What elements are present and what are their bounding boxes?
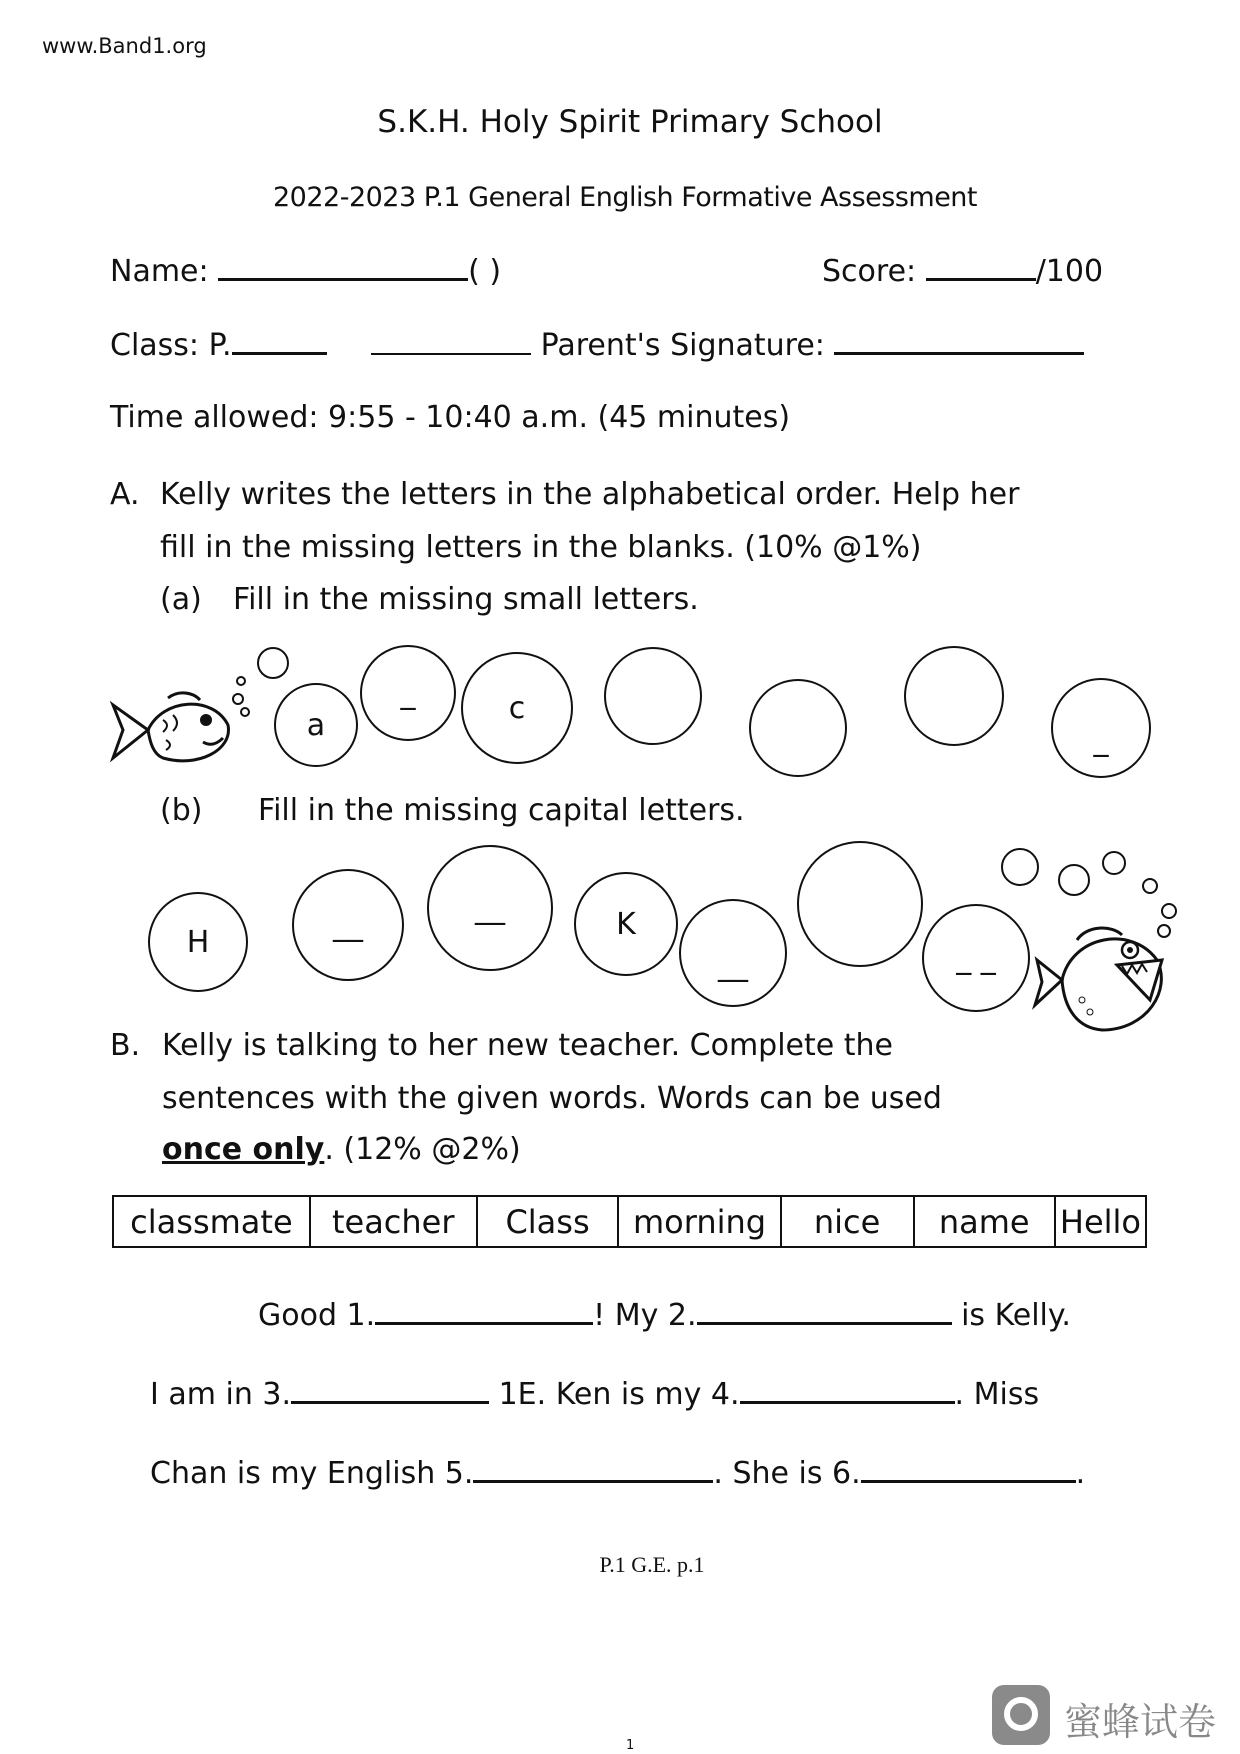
answer-blank-3[interactable] — [291, 1375, 489, 1404]
letter-bubble: K — [574, 872, 678, 976]
time-allowed: Time allowed: 9:55 - 10:40 a.m. (45 minutes) — [110, 400, 791, 435]
word-bank-item: morning — [618, 1196, 780, 1247]
name-row — [110, 252, 501, 289]
section-b-instruction-2: sentences with the given words. Words can be used — [162, 1081, 942, 1116]
answer-blank-1[interactable] — [375, 1296, 593, 1325]
score-blank[interactable] — [926, 252, 1036, 281]
assessment-title: 2022-2023 P.1 General English Formative Assessment — [272, 182, 977, 213]
letter-bubble: a — [274, 683, 358, 767]
word-bank-item: name — [914, 1196, 1055, 1247]
word-bank-item: nice — [781, 1196, 914, 1247]
score-label: Score: — [822, 254, 917, 289]
bubble-icon — [1157, 924, 1171, 938]
bubble-icon — [1001, 848, 1039, 886]
bubble-icon — [236, 676, 246, 686]
bubble-icon — [1058, 864, 1090, 896]
score-row — [822, 252, 1103, 289]
watermark-text: 蜜蜂试卷 — [1064, 1700, 1217, 1744]
sentence-text: . Miss — [954, 1377, 1040, 1412]
class-blank[interactable] — [232, 326, 327, 355]
word-bank-item: Class — [477, 1196, 619, 1247]
sentence-text: Chan is my English 5. — [150, 1456, 474, 1491]
letter-bubble[interactable]: __ — [292, 869, 404, 981]
letter-bubble[interactable]: _ — [360, 645, 456, 741]
part-a-text: Fill in the missing small letters. — [233, 582, 699, 617]
sentence-line-3 — [150, 1454, 1085, 1491]
page-code: P.1 G.E. p.1 — [599, 1552, 705, 1577]
class-number-brackets[interactable]: ( ) — [468, 254, 502, 289]
part-a-marker: (a) — [160, 582, 202, 617]
letter-bubble[interactable] — [749, 679, 847, 777]
source-mark: www.Band1.org — [42, 34, 207, 58]
sentence-text: . She is 6. — [713, 1456, 861, 1491]
once-only-emphasis: once only — [162, 1132, 325, 1167]
school-title: S.K.H. Holy Spirit Primary School — [377, 104, 883, 140]
sentence-line-2 — [150, 1375, 1039, 1412]
name-blank[interactable] — [218, 252, 468, 281]
word-bank-item: Hello — [1055, 1196, 1146, 1247]
sentence-text: ! My 2. — [593, 1298, 697, 1333]
bubble-icon — [257, 647, 289, 679]
bubble-icon — [232, 693, 244, 705]
part-b-marker: (b) — [160, 793, 203, 828]
letter-bubble[interactable]: _ — [1051, 678, 1151, 778]
section-b-instruction-3 — [162, 1132, 521, 1167]
sentence-text: I am in 3. — [150, 1377, 292, 1412]
fish-icon — [108, 690, 238, 772]
letter-bubble[interactable]: __ — [427, 845, 553, 971]
answer-blank-5[interactable] — [473, 1454, 713, 1483]
watermark-logo-icon — [992, 1685, 1050, 1745]
score-total: /100 — [1035, 254, 1104, 289]
sentence-text: . — [1075, 1456, 1086, 1491]
class-row — [110, 326, 1084, 363]
piranha-fish-icon — [1032, 920, 1172, 1038]
answer-blank-2[interactable] — [697, 1296, 952, 1325]
letter-bubble[interactable]: _ _ — [922, 904, 1030, 1012]
sentence-text: Good 1. — [258, 1298, 376, 1333]
name-label: Name: — [110, 254, 209, 289]
section-b-instruction-1: Kelly is talking to her new teacher. Complete the — [162, 1028, 893, 1063]
bubble-icon — [1161, 903, 1177, 919]
letter-bubble: c — [461, 652, 573, 764]
bubble-icon — [1102, 851, 1126, 875]
letter-bubble[interactable]: __ — [679, 899, 787, 1007]
signature-label: Parent's Signature: — [540, 328, 825, 363]
word-bank-item: classmate — [113, 1196, 310, 1247]
section-b-marker: B. — [110, 1028, 141, 1063]
class-label: Class: P. — [110, 328, 232, 363]
bubble-icon — [1142, 878, 1158, 894]
letter-bubble[interactable] — [904, 646, 1004, 746]
answer-blank-4[interactable] — [740, 1375, 955, 1404]
signature-blank[interactable] — [834, 326, 1084, 355]
letter-bubble[interactable] — [797, 841, 923, 967]
section-a-instruction-2: fill in the missing letters in the blanks. (10% @1%) — [160, 530, 922, 565]
sentence-text: is Kelly. — [951, 1298, 1071, 1333]
page-number: 1 — [626, 1738, 635, 1753]
section-a-marker: A. — [110, 477, 140, 512]
answer-blank-6[interactable] — [861, 1454, 1076, 1483]
letter-bubble: H — [148, 892, 248, 992]
sentence-line-1 — [258, 1296, 1071, 1333]
divider-line — [371, 339, 531, 355]
letter-bubble[interactable] — [604, 647, 702, 745]
bubble-icon — [240, 707, 250, 717]
part-b-text: Fill in the missing capital letters. — [258, 793, 745, 828]
word-bank — [112, 1195, 1147, 1248]
section-a-instruction-1: Kelly writes the letters in the alphabetical order. Help her — [160, 477, 1020, 512]
sentence-text: 1E. Ken is my 4. — [489, 1377, 740, 1412]
word-bank-item: teacher — [310, 1196, 477, 1247]
section-b-marks: . (12% @2%) — [324, 1132, 521, 1167]
